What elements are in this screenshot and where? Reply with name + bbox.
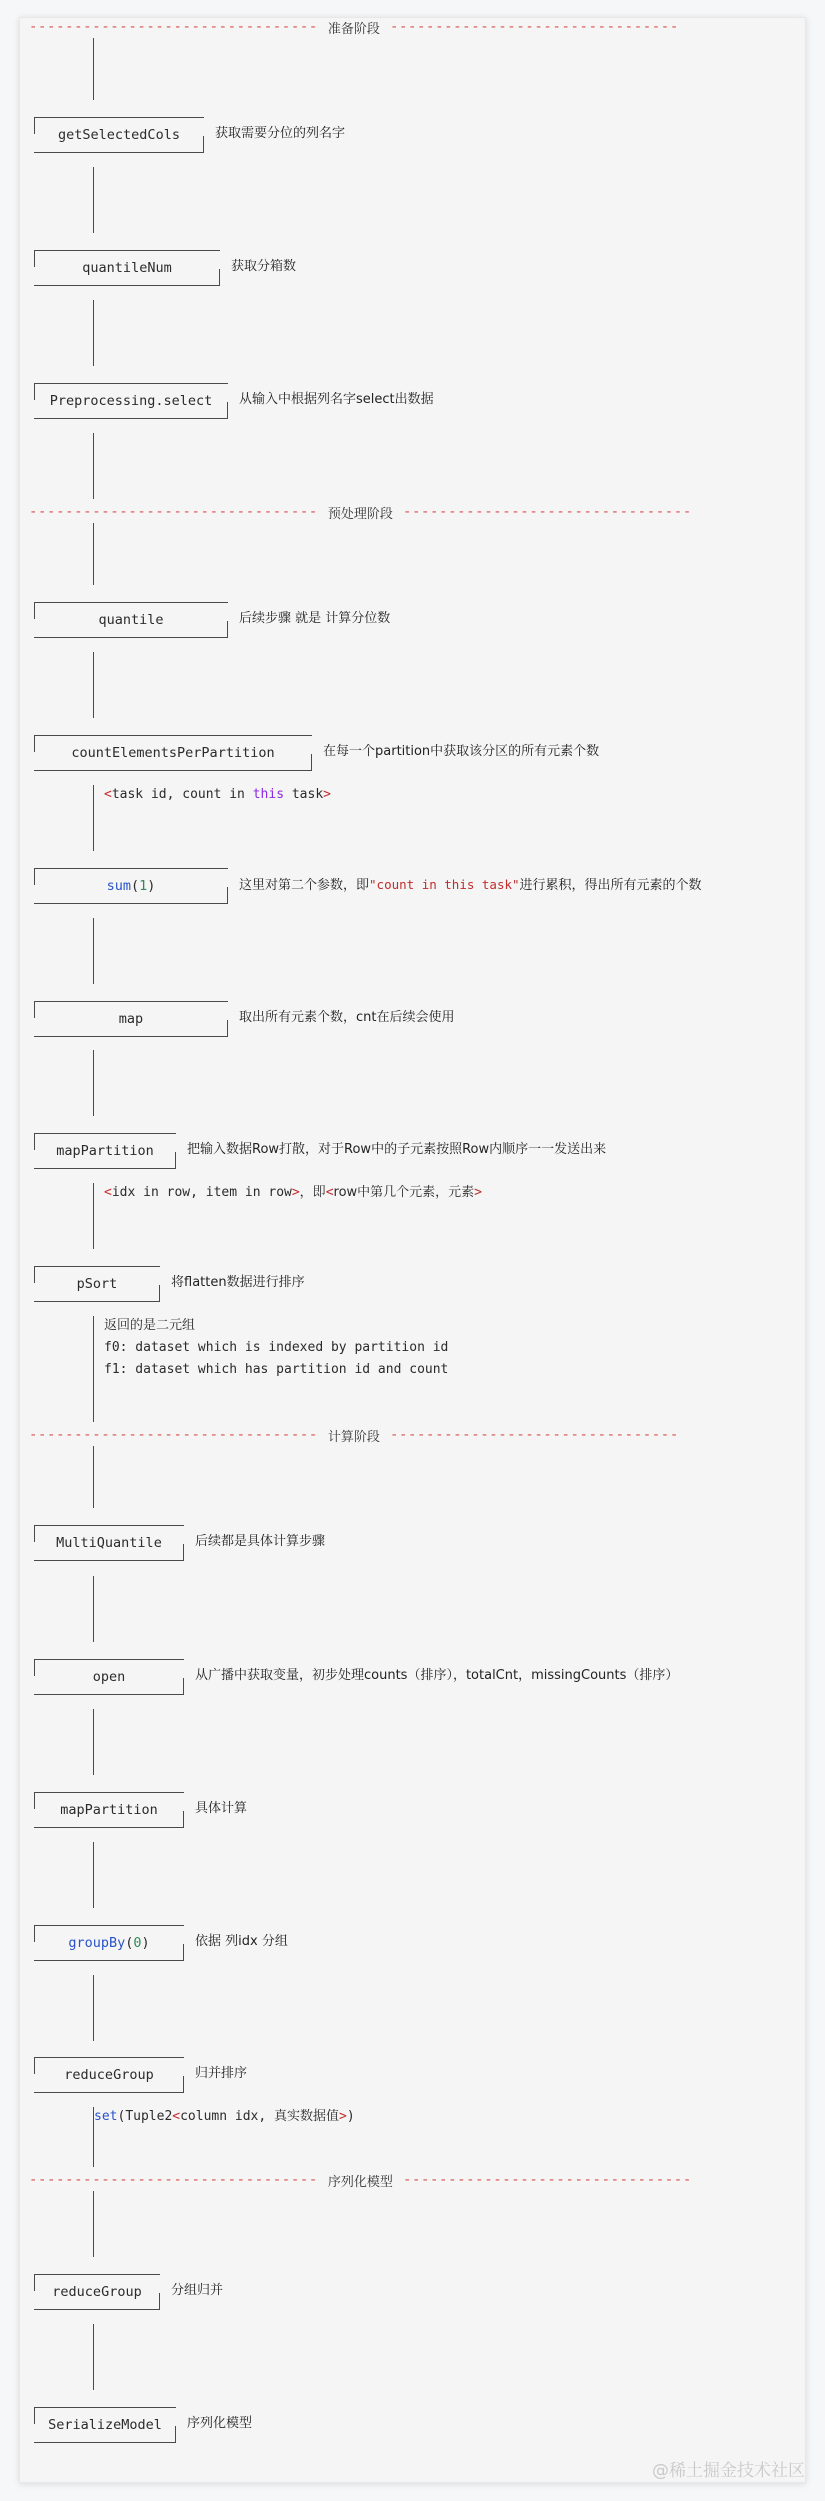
desc-quantile: 后续步骤 就是 计算分位数 <box>239 611 391 626</box>
section-separator-serialize <box>29 2170 692 2190</box>
connector-line <box>93 1975 94 2041</box>
section-title-prep: 准备阶段 <box>327 21 380 37</box>
step-groupby: groupBy ( 0 ) <box>34 1925 184 1961</box>
section-title-serialize: 序列化模型 <box>327 2174 393 2190</box>
connector-line <box>93 2324 94 2390</box>
desc-multiquantile: 后续都是具体计算步骤 <box>195 1534 326 1549</box>
connector-line <box>93 300 94 366</box>
step-preprocessing-select: Preprocessing.select <box>34 383 228 419</box>
connector-line <box>93 523 94 585</box>
section-separator-compute <box>29 1425 679 1445</box>
step-reducegroup-sort: reduceGroup <box>34 2057 184 2093</box>
section-separator-preprocess <box>29 502 692 522</box>
desc-preprocessing-select: 从输入中根据列名字select出数据 <box>239 392 434 407</box>
separator-dashes: -------------------------------- <box>389 1427 679 1443</box>
desc-psort: 将flatten数据进行排序 <box>171 1275 305 1290</box>
note-task-count: <task id, count in this task> <box>104 787 331 802</box>
connector-line <box>93 1050 94 1116</box>
note-psort-return: 返回的是二元组 <box>104 1318 196 1333</box>
step-reducegroup-merge: reduceGroup <box>34 2274 160 2310</box>
connector-line <box>93 918 94 984</box>
step-mappartition-flatten: mapPartition <box>34 1133 176 1169</box>
connector-line <box>93 1446 94 1508</box>
desc-groupby: 依据 列idx 分组 <box>195 1934 288 1949</box>
note-psort-f0: f0: dataset which is indexed by partition id <box>104 1340 449 1355</box>
step-quantilenum: quantileNum <box>34 250 220 286</box>
connector-line <box>93 785 94 851</box>
desc-reducegroup-sort: 归并排序 <box>195 2066 248 2081</box>
step-quantile: quantile <box>34 602 228 638</box>
desc-mappartition-flatten: 把输入数据Row打散，对于Row中的子元素按照Row内顺序一一发送出来 <box>187 1142 607 1157</box>
separator-dashes: -------------------------------- <box>389 19 679 35</box>
desc-serializemodel: 序列化模型 <box>187 2416 253 2431</box>
step-getselectedcols: getSelectedCols <box>34 117 204 153</box>
step-psort: pSort <box>34 1266 160 1302</box>
desc-countelementsperpartition: 在每一个partition中获取该分区的所有元素个数 <box>323 744 600 759</box>
separator-dashes: -------------------------------- <box>29 1427 318 1443</box>
step-map: map <box>34 1001 228 1037</box>
desc-reducegroup-merge: 分组归并 <box>171 2283 224 2298</box>
connector-line <box>93 1709 94 1775</box>
step-countelementsperpartition: countElementsPerPartition <box>34 735 312 771</box>
desc-sum: 这里对第二个参数，即"count in this task"进行累积，得出所有元素的个数 <box>239 877 702 893</box>
connector-line <box>93 2191 94 2257</box>
separator-dashes: -------------------------------- <box>402 504 692 520</box>
desc-quantilenum: 获取分箱数 <box>231 259 297 274</box>
desc-getselectedcols: 获取需要分位的列名字 <box>215 126 346 141</box>
connector-line <box>93 1842 94 1908</box>
watermark: @稀土掘金技术社区 <box>652 2461 805 2481</box>
connector-line <box>93 1576 94 1642</box>
separator-dashes: -------------------------------- <box>29 19 318 35</box>
desc-map: 取出所有元素个数，cnt在后续会使用 <box>239 1010 455 1025</box>
connector-line <box>93 652 94 718</box>
step-multiquantile: MultiQuantile <box>34 1525 184 1561</box>
section-separator-prep <box>29 17 679 37</box>
note-set-tuple: set(Tuple2<column idx, 真实数据值>) <box>94 2109 355 2124</box>
separator-dashes: -------------------------------- <box>402 2172 692 2188</box>
desc-open: 从广播中获取变量，初步处理counts（排序），totalCnt，missingCounts（排序） <box>195 1668 679 1683</box>
connector-line <box>93 167 94 233</box>
note-idx-item: <idx in row, item in row>，即<row中第几个元素，元素> <box>104 1185 482 1200</box>
step-open: open <box>34 1659 184 1695</box>
connector-line <box>93 1183 94 1249</box>
step-mappartition-compute: mapPartition <box>34 1792 184 1828</box>
note-psort-f1: f1: dataset which has partition id and count <box>104 1362 449 1377</box>
section-title-preprocess: 预处理阶段 <box>327 506 393 522</box>
connector-line <box>93 1316 94 1422</box>
step-sum: sum ( 1 ) <box>34 868 228 904</box>
step-serializemodel: SerializeModel <box>34 2407 176 2443</box>
connector-line <box>93 433 94 499</box>
separator-dashes: -------------------------------- <box>29 2172 318 2188</box>
separator-dashes: -------------------------------- <box>29 504 318 520</box>
desc-mappartition-compute: 具体计算 <box>195 1801 248 1816</box>
connector-line <box>93 38 94 100</box>
section-title-compute: 计算阶段 <box>327 1429 380 1445</box>
